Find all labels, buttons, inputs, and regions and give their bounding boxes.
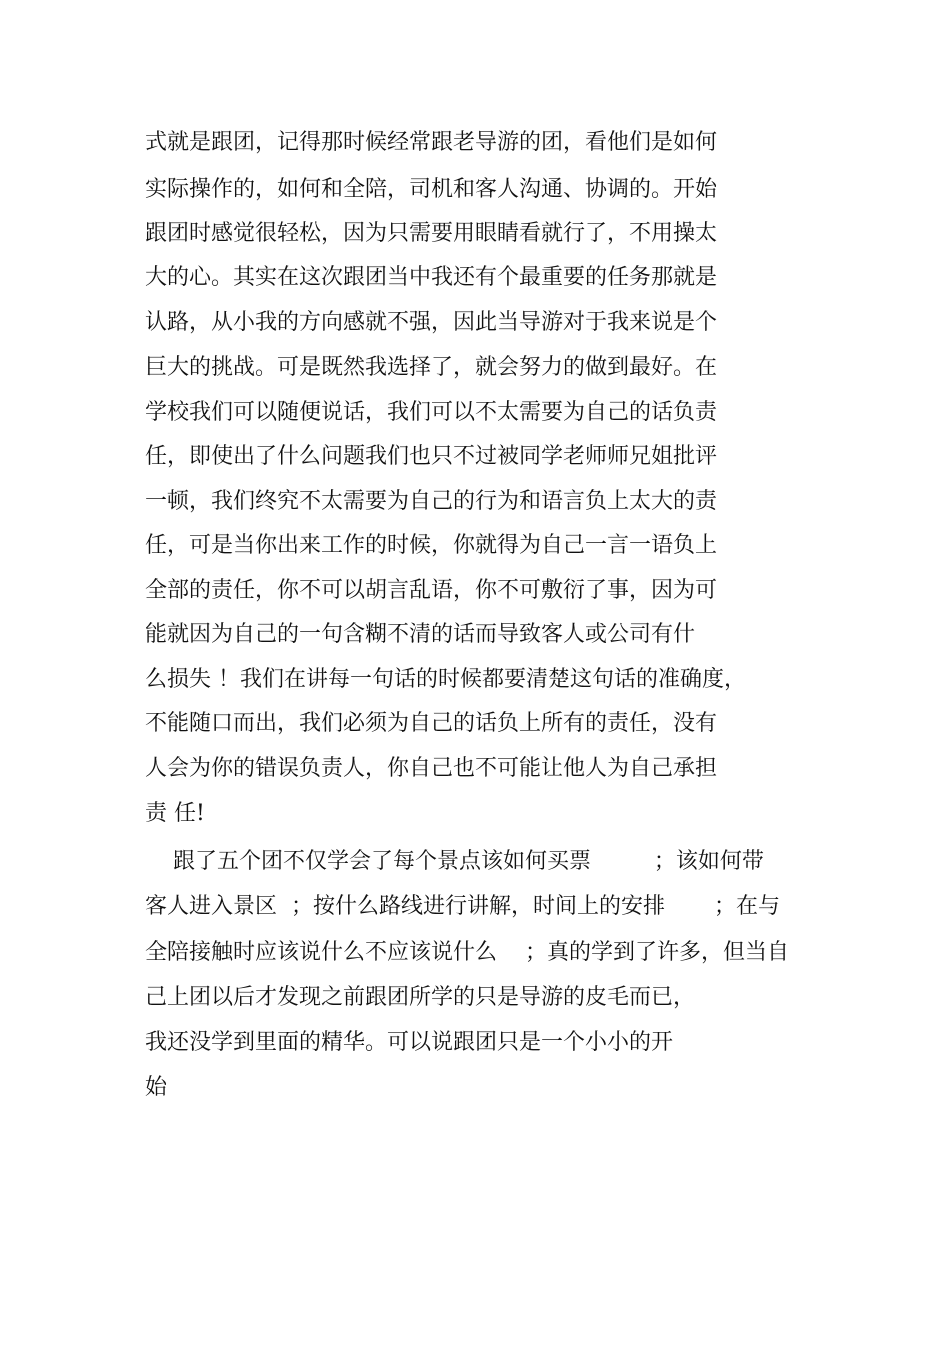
text-line: 跟团时感觉很轻松，因为只需要用眼睛看就行了，不用操太 bbox=[145, 221, 718, 246]
text-line: 跟了五个团不仅学会了每个景点该如何买票 ；该如何带 bbox=[145, 849, 764, 874]
text-line: 不能随口而出，我们必须为自己的话负上所有的责任，没有 bbox=[145, 711, 718, 736]
text-line: 己上团以后才发现之前跟团所学的只是导游的皮毛而已， bbox=[145, 985, 696, 1010]
text-line: 学校我们可以随便说话，我们可以不太需要为自己的话负责 bbox=[145, 400, 718, 425]
text-line: 能就因为自己的一句含糊不清的话而导致客人或公司有什 bbox=[145, 622, 696, 647]
text-line: 任，即使出了什么问题我们也只不过被同学老师师兄姐批评 bbox=[145, 444, 718, 469]
text-line: 巨大的挑战。可是既然我选择了，就会努力的做到最好。在 bbox=[145, 355, 718, 380]
text-line: 责 任! bbox=[145, 801, 205, 826]
text-line: 客人进入景区 ；按什么路线进行讲解，时间上的安排 ；在与 bbox=[145, 894, 780, 919]
text-line: 认路，从小我的方向感就不强，因此当导游对于我来说是个 bbox=[145, 310, 718, 335]
text-line: 全陪接触时应该说什么不应该说什么 ；真的学到了许多，但当自 bbox=[145, 940, 789, 965]
text-line: 我还没学到里面的精华。可以说跟团只是一个小小的开 bbox=[145, 1030, 674, 1055]
text-line: 么损失 ！我们在讲每一句话的时候都要清楚这句话的准确度， bbox=[145, 667, 746, 692]
text-line: 式就是跟团，记得那时候经常跟老导游的团，看他们是如何 bbox=[145, 130, 718, 155]
text-line: 大的心。其实在这次跟团当中我还有个最重要的任务那就是 bbox=[145, 265, 718, 290]
text-line: 全部的责任，你不可以胡言乱语，你不可敷衍了事，因为可 bbox=[145, 578, 718, 603]
text-line: 人会为你的错误负责人，你自己也不可能让他人为自己承担 bbox=[145, 756, 718, 781]
text-line: 一顿，我们终究不太需要为自己的行为和语言负上太大的责 bbox=[145, 489, 718, 514]
text-line: 实际操作的，如何和全陪，司机和客人沟通、协调的。开始 bbox=[145, 177, 718, 202]
text-line: 始 bbox=[145, 1075, 168, 1100]
text-line: 任，可是当你出来工作的时候，你就得为自己一言一语负上 bbox=[145, 533, 718, 558]
